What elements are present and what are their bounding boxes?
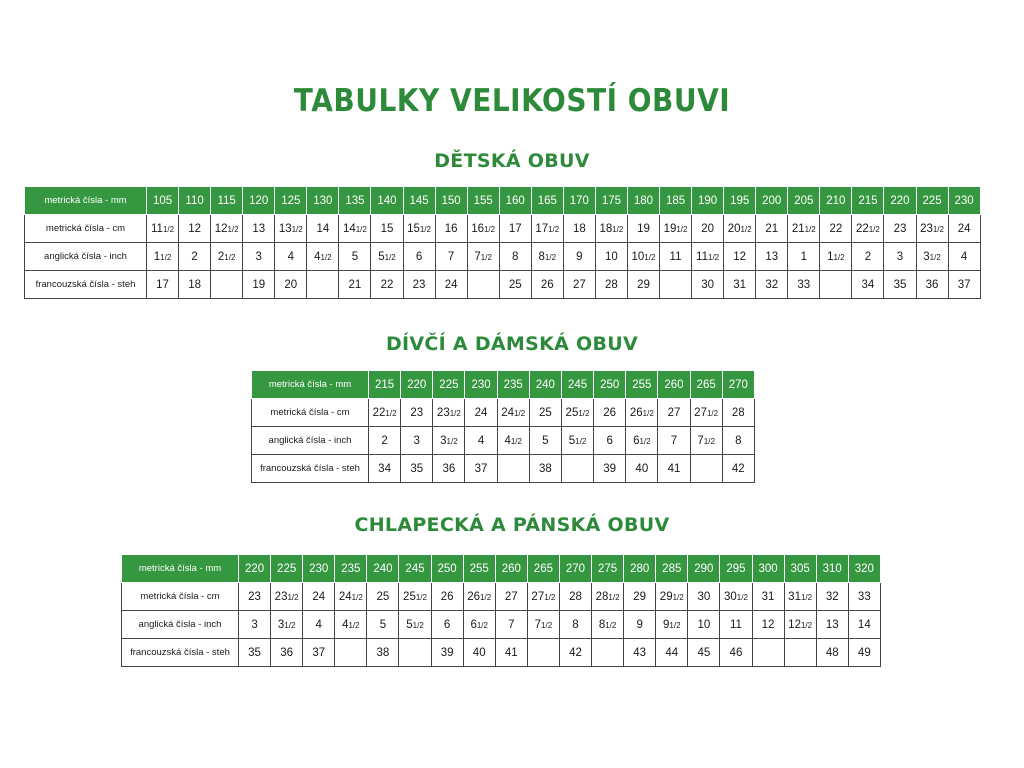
table-cell: 29: [624, 583, 656, 611]
table-cell: 23: [884, 215, 916, 243]
table-cell: 270: [559, 555, 591, 583]
table-cell: 51/2: [371, 243, 403, 271]
table-cell: 3: [239, 611, 271, 639]
table-cell: 37: [303, 639, 335, 667]
table-cell: 125: [275, 187, 307, 215]
table-cell: 4: [948, 243, 980, 271]
row-label: anglická čísla - inch: [252, 427, 369, 455]
table-row: [25, 243, 981, 271]
table-cell: 110: [179, 187, 211, 215]
table-cell: 165: [531, 187, 563, 215]
table-cell: 251/2: [561, 399, 593, 427]
table-row: [252, 427, 755, 455]
table-cell: 41: [495, 639, 527, 667]
table-cell: 201/2: [724, 215, 756, 243]
table-cell: 42: [559, 639, 591, 667]
row-label: francouzská čísla - steh: [122, 639, 239, 667]
table-cell: 101/2: [627, 243, 659, 271]
section-title-men: CHLAPECKÁ A PÁNSKÁ OBUV: [354, 514, 670, 536]
table-cell: 22: [371, 271, 403, 299]
table-cell: 32: [816, 583, 848, 611]
table-cell: 36: [916, 271, 948, 299]
table-cell: 235: [497, 371, 529, 399]
table-row: [122, 611, 881, 639]
table-row: [25, 215, 981, 243]
table-cell: 31/2: [433, 427, 465, 455]
table-cell: 8: [722, 427, 754, 455]
size-table-children: [24, 186, 981, 299]
table-cell: 2: [179, 243, 211, 271]
table-cell: 281/2: [592, 583, 624, 611]
table-cell: 12: [179, 215, 211, 243]
table-cell: 8: [499, 243, 531, 271]
table-cell: 105: [147, 187, 179, 215]
table-cell: [752, 639, 784, 667]
table-cell: 25: [367, 583, 399, 611]
table-cell: 27: [563, 271, 595, 299]
table-cell: 240: [529, 371, 561, 399]
table-cell: 215: [369, 371, 401, 399]
table-cell: 121/2: [211, 215, 243, 243]
table-cell: 61/2: [463, 611, 495, 639]
table-cell: 18: [179, 271, 211, 299]
table-cell: 11: [720, 611, 752, 639]
table-cell: 291/2: [656, 583, 688, 611]
row-label: francouzská čísla - steh: [25, 271, 147, 299]
table-cell: 8: [559, 611, 591, 639]
table-cell: 300: [752, 555, 784, 583]
table-cell: 19: [243, 271, 275, 299]
table-cell: 180: [627, 187, 659, 215]
table-cell: 150: [435, 187, 467, 215]
table-cell: 230: [948, 187, 980, 215]
table-cell: 34: [852, 271, 884, 299]
table-cell: 251/2: [399, 583, 431, 611]
row-label: anglická čísla - inch: [25, 243, 147, 271]
table-cell: 81/2: [531, 243, 563, 271]
table-cell: 121/2: [784, 611, 816, 639]
table-cell: 30: [692, 271, 724, 299]
row-label: metrická čísla - cm: [252, 399, 369, 427]
table-cell: 311/2: [784, 583, 816, 611]
table-cell: 151/2: [403, 215, 435, 243]
table-cell: 221/2: [369, 399, 401, 427]
table-cell: [784, 639, 816, 667]
row-label: metrická čísla - mm: [252, 371, 369, 399]
table-cell: 160: [499, 187, 531, 215]
table-cell: 11: [660, 243, 692, 271]
table-cell: 220: [401, 371, 433, 399]
table-cell: 3: [401, 427, 433, 455]
row-label: francouzská čísla - steh: [252, 455, 369, 483]
table-cell: 28: [595, 271, 627, 299]
table-cell: 33: [788, 271, 820, 299]
table-cell: 37: [465, 455, 497, 483]
table-cell: 225: [271, 555, 303, 583]
table-cell: 5: [529, 427, 561, 455]
table-cell: 39: [431, 639, 463, 667]
table-cell: 245: [561, 371, 593, 399]
table-cell: 12: [724, 243, 756, 271]
table-cell: 295: [720, 555, 752, 583]
table-cell: 41/2: [335, 611, 367, 639]
table-cell: 115: [211, 187, 243, 215]
table-cell: 51/2: [561, 427, 593, 455]
table-cell: 48: [816, 639, 848, 667]
table-cell: 71/2: [467, 243, 499, 271]
table-cell: 33: [848, 583, 880, 611]
table-cell: 14: [307, 215, 339, 243]
table-cell: 7: [658, 427, 690, 455]
table-cell: 215: [852, 187, 884, 215]
table-row: [25, 271, 981, 299]
table-cell: 37: [948, 271, 980, 299]
table-cell: 320: [848, 555, 880, 583]
table-cell: 9: [563, 243, 595, 271]
table-cell: 161/2: [467, 215, 499, 243]
table-row: [252, 371, 755, 399]
table-row: [122, 583, 881, 611]
table-cell: 271/2: [527, 583, 559, 611]
table-cell: 4: [465, 427, 497, 455]
table-row: [252, 399, 755, 427]
table-cell: 10: [688, 611, 720, 639]
page-title: TABULKY VELIKOSTÍ OBUVI: [293, 82, 731, 119]
table-cell: [335, 639, 367, 667]
table-cell: 40: [626, 455, 658, 483]
table-cell: 185: [660, 187, 692, 215]
table-cell: 301/2: [720, 583, 752, 611]
table-cell: 22: [820, 215, 852, 243]
row-label: metrická čísla - cm: [122, 583, 239, 611]
table-cell: 255: [626, 371, 658, 399]
table-cell: 260: [658, 371, 690, 399]
row-label: metrická čísla - mm: [25, 187, 147, 215]
section-title-women: DÍVČÍ A DÁMSKÁ OBUV: [385, 333, 639, 355]
table-cell: 241/2: [335, 583, 367, 611]
table-cell: 42: [722, 455, 754, 483]
table-cell: 43: [624, 639, 656, 667]
table-cell: [820, 271, 852, 299]
table-cell: 20: [692, 215, 724, 243]
table-cell: 46: [720, 639, 752, 667]
table-cell: [527, 639, 559, 667]
table-cell: 71/2: [527, 611, 559, 639]
table-cell: 28: [722, 399, 754, 427]
table-cell: 40: [463, 639, 495, 667]
table-cell: 290: [688, 555, 720, 583]
table-cell: 41: [658, 455, 690, 483]
row-label: metrická čísla - cm: [25, 215, 147, 243]
table-cell: 120: [243, 187, 275, 215]
table-cell: 310: [816, 555, 848, 583]
table-cell: 6: [431, 611, 463, 639]
table-cell: 24: [435, 271, 467, 299]
table-cell: 170: [563, 187, 595, 215]
table-cell: 24: [948, 215, 980, 243]
table-cell: 130: [307, 187, 339, 215]
table-cell: 220: [239, 555, 271, 583]
table-cell: 19: [627, 215, 659, 243]
table-cell: 26: [594, 399, 626, 427]
table-cell: 17: [499, 215, 531, 243]
table-cell: 29: [627, 271, 659, 299]
table-cell: 131/2: [275, 215, 307, 243]
table-cell: 175: [595, 187, 627, 215]
table-cell: 9: [624, 611, 656, 639]
table-cell: 265: [527, 555, 559, 583]
table-row: [122, 639, 881, 667]
table-cell: 231/2: [433, 399, 465, 427]
table-cell: 230: [465, 371, 497, 399]
table-cell: [467, 271, 499, 299]
table-cell: 36: [433, 455, 465, 483]
table-cell: 145: [403, 187, 435, 215]
table-cell: 12: [752, 611, 784, 639]
table-cell: 6: [403, 243, 435, 271]
table-cell: 181/2: [595, 215, 627, 243]
table-cell: 231/2: [916, 215, 948, 243]
table-cell: 26: [531, 271, 563, 299]
table-cell: 28: [559, 583, 591, 611]
table-cell: 51/2: [399, 611, 431, 639]
table-cell: 81/2: [592, 611, 624, 639]
table-cell: 240: [367, 555, 399, 583]
table-cell: 195: [724, 187, 756, 215]
table-cell: 230: [303, 555, 335, 583]
table-cell: 24: [465, 399, 497, 427]
table-cell: 255: [463, 555, 495, 583]
table-cell: 7: [435, 243, 467, 271]
table-cell: 91/2: [656, 611, 688, 639]
table-cell: 23: [403, 271, 435, 299]
table-cell: 2: [369, 427, 401, 455]
table-cell: 35: [884, 271, 916, 299]
table-cell: 31/2: [271, 611, 303, 639]
table-cell: 305: [784, 555, 816, 583]
table-cell: 17: [147, 271, 179, 299]
table-cell: 14: [848, 611, 880, 639]
table-row: [25, 187, 981, 215]
table-cell: 225: [916, 187, 948, 215]
table-cell: 49: [848, 639, 880, 667]
size-table-men: [121, 554, 881, 667]
table-cell: 260: [495, 555, 527, 583]
table-cell: 210: [820, 187, 852, 215]
table-cell: 24: [303, 583, 335, 611]
table-cell: [660, 271, 692, 299]
table-cell: 221/2: [852, 215, 884, 243]
table-cell: [211, 271, 243, 299]
table-cell: 135: [339, 187, 371, 215]
table-cell: 21: [756, 215, 788, 243]
table-cell: 21/2: [211, 243, 243, 271]
table-cell: 225: [433, 371, 465, 399]
table-cell: 71/2: [690, 427, 722, 455]
table-cell: 4: [275, 243, 307, 271]
table-cell: 26: [431, 583, 463, 611]
table-cell: 31: [752, 583, 784, 611]
table-cell: 211/2: [788, 215, 820, 243]
table-cell: 41/2: [307, 243, 339, 271]
table-cell: [307, 271, 339, 299]
table-cell: 18: [563, 215, 595, 243]
table-cell: 111/2: [692, 243, 724, 271]
table-cell: 38: [367, 639, 399, 667]
table-cell: 1: [788, 243, 820, 271]
table-cell: 220: [884, 187, 916, 215]
table-cell: 271/2: [690, 399, 722, 427]
table-cell: 11/2: [820, 243, 852, 271]
table-cell: 39: [594, 455, 626, 483]
row-label: metrická čísla - mm: [122, 555, 239, 583]
table-cell: 250: [431, 555, 463, 583]
table-cell: 275: [592, 555, 624, 583]
table-cell: 35: [239, 639, 271, 667]
table-cell: 190: [692, 187, 724, 215]
table-cell: 25: [499, 271, 531, 299]
table-cell: [690, 455, 722, 483]
table-cell: [497, 455, 529, 483]
table-cell: 191/2: [660, 215, 692, 243]
table-cell: 171/2: [531, 215, 563, 243]
table-cell: 200: [756, 187, 788, 215]
table-cell: 21: [339, 271, 371, 299]
table-cell: 11/2: [147, 243, 179, 271]
table-cell: 30: [688, 583, 720, 611]
table-cell: 23: [239, 583, 271, 611]
section-title-children: DĚTSKÁ OBUV: [434, 150, 590, 172]
table-cell: 32: [756, 271, 788, 299]
table-cell: 111/2: [147, 215, 179, 243]
table-cell: [399, 639, 431, 667]
table-cell: 231/2: [271, 583, 303, 611]
table-cell: 13: [756, 243, 788, 271]
table-cell: 41/2: [497, 427, 529, 455]
table-cell: 285: [656, 555, 688, 583]
table-cell: 15: [371, 215, 403, 243]
table-cell: 4: [303, 611, 335, 639]
table-cell: 205: [788, 187, 820, 215]
table-cell: 5: [339, 243, 371, 271]
table-cell: 27: [495, 583, 527, 611]
table-cell: 20: [275, 271, 307, 299]
table-cell: [592, 639, 624, 667]
table-cell: 155: [467, 187, 499, 215]
table-cell: 38: [529, 455, 561, 483]
table-cell: 13: [816, 611, 848, 639]
table-cell: 31/2: [916, 243, 948, 271]
table-cell: 280: [624, 555, 656, 583]
table-cell: 241/2: [497, 399, 529, 427]
table-cell: 16: [435, 215, 467, 243]
table-cell: 36: [271, 639, 303, 667]
table-cell: 141/2: [339, 215, 371, 243]
table-cell: 2: [852, 243, 884, 271]
table-cell: 261/2: [463, 583, 495, 611]
table-cell: 6: [594, 427, 626, 455]
table-cell: 45: [688, 639, 720, 667]
table-cell: [561, 455, 593, 483]
table-row: [252, 455, 755, 483]
table-cell: 3: [243, 243, 275, 271]
table-cell: 265: [690, 371, 722, 399]
table-cell: 235: [335, 555, 367, 583]
table-cell: 35: [401, 455, 433, 483]
table-cell: 25: [529, 399, 561, 427]
table-cell: 7: [495, 611, 527, 639]
table-cell: 23: [401, 399, 433, 427]
table-cell: 13: [243, 215, 275, 243]
table-cell: 250: [594, 371, 626, 399]
table-cell: 34: [369, 455, 401, 483]
table-cell: 140: [371, 187, 403, 215]
table-row: [122, 555, 881, 583]
table-cell: 31: [724, 271, 756, 299]
table-cell: 261/2: [626, 399, 658, 427]
table-cell: 245: [399, 555, 431, 583]
table-cell: 10: [595, 243, 627, 271]
table-cell: 5: [367, 611, 399, 639]
table-cell: 61/2: [626, 427, 658, 455]
table-cell: 44: [656, 639, 688, 667]
table-cell: 3: [884, 243, 916, 271]
size-table-women: [251, 370, 755, 483]
table-cell: 27: [658, 399, 690, 427]
row-label: anglická čísla - inch: [122, 611, 239, 639]
table-cell: 270: [722, 371, 754, 399]
